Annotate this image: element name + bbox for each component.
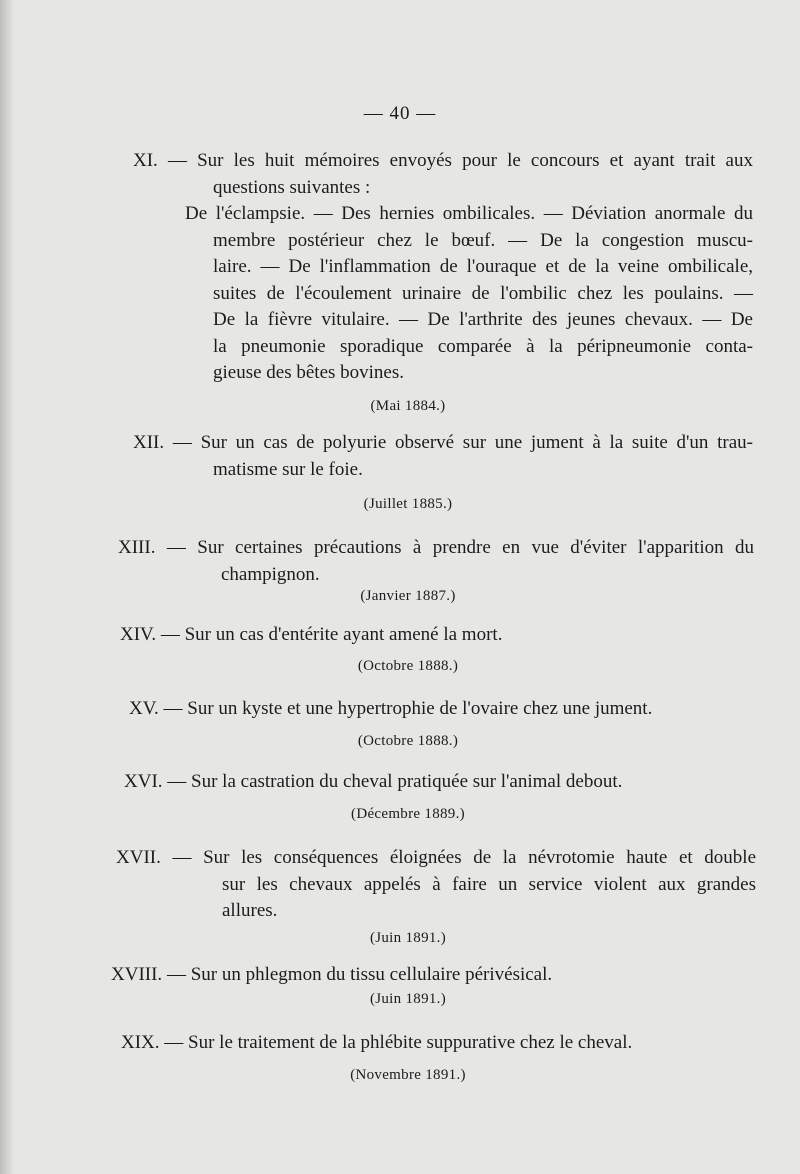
entry-first-line: XIII. — Sur certaines précautions à prendre en vue d'éviter l'apparition du [118,537,755,558]
entry-numeral: XV. [129,698,159,719]
entry-text-line: Sur les conséquences éloignées de la névrotomie haute et double [203,847,756,868]
entry-numeral: XIII. [118,537,156,558]
entry-xii-continuation [213,457,753,484]
entry-date: (Décembre 1889.) [351,806,465,822]
entry-xi [133,148,753,175]
entry-text-line: laire. — De l'inflammation de l'ouraque et de la veine ombilicale, [213,256,753,277]
entry-text-line: questions suivantes : [213,176,371,198]
entry-text-line: sur les chevaux appelés à faire un service violent aux grandes [222,873,756,895]
entry-numeral: XI. [133,150,158,171]
entry-xi-continuation [213,175,753,202]
entry-date: (Janvier 1887.) [360,588,456,604]
entry-text-line: Sur un kyste et une hypertrophie de l'ovaire chez une jument. [187,698,653,719]
entry-text-line: suites de l'écoulement urinaire de l'ombilic chez les poulains. — [213,282,753,304]
entry-text-line: allures. [222,900,278,921]
entry-numeral: XIV. [120,624,157,645]
entry-xvi [124,769,764,796]
entry-text-line: Sur un phlegmon du tissu cellulaire périvésical. [190,964,553,985]
entry-first-line: XI. — Sur les huit mémoires envoyés pour le concours et ayant trait aux [133,150,753,171]
entry-xi-subjects-cont [213,228,753,387]
entry-xviii [111,962,751,989]
entry-text-line: Sur un cas d'entérite ayant amené la mort. [184,624,503,645]
entry-text-line: Sur le traitement de la phlébite suppurative chez le cheval. [188,1032,633,1053]
page-binding-shadow [0,0,14,1174]
entry-text-line: Sur certaines précautions à prendre en vue d'éviter l'apparition du [197,537,755,558]
entry-numeral: XII. [133,432,165,453]
page-number: — 40 — [363,103,437,124]
entry-text-line: Sur un cas de polyurie observé sur une jument à la suite d'un trau- [200,432,753,453]
entry-first-line: XIX. — Sur le traitement de la phlébite suppurative chez le cheval. [121,1032,633,1053]
entry-date: (Mai 1884.) [370,398,446,414]
entry-date: (Juin 1891.) [369,991,447,1007]
entry-text-line: gieuse des bêtes bovines. [213,362,405,383]
entry-text-line: matisme sur le foie. [213,458,363,480]
entry-xvii-continuation [222,872,756,925]
entry-text-line: Sur la castration du cheval pratiquée sur l'animal debout. [191,771,623,792]
entry-xi-subjects [185,201,753,228]
entry-text-line: Sur les huit mémoires envoyés pour le concours et ayant trait aux [197,150,753,171]
entry-text-line: De la fièvre vitulaire. — De l'arthrite des jeunes chevaux. — De [213,309,753,330]
entry-date: (Juillet 1885.) [363,496,453,512]
entry-xvii [116,845,756,872]
entry-first-line: XVII. — Sur les conséquences éloignées de la névrotomie haute et double [116,847,756,868]
entry-numeral: XVIII. [111,964,163,985]
entry-text-line: la pneumonie sporadique comparée à la péripneumonie conta- [213,335,753,357]
entry-first-line: XVIII. — Sur un phlegmon du tissu cellulaire périvésical. [111,964,553,985]
entry-date: (Octobre 1888.) [357,733,459,749]
entry-xii [133,430,753,457]
entry-text-line: membre postérieur chez le bœuf. — De la congestion muscu- [213,229,753,251]
entry-date: (Octobre 1888.) [357,658,459,674]
entry-first-line: XII. — Sur un cas de polyurie observé sur une jument à la suite d'un trau- [133,432,753,453]
entry-first-line: XIV. — Sur un cas d'entérite ayant amené la mort. [120,624,503,645]
entry-text-line: champignon. [221,563,320,585]
entry-xv [129,696,769,723]
entry-numeral: XVII. [116,847,161,868]
entry-numeral: XVI. [124,771,163,792]
entry-xiii [118,535,754,562]
entry-xiii-continuation [221,562,751,589]
entry-date: (Juin 1891.) [369,930,447,946]
entry-first-line: XVI. — Sur la castration du cheval pratiquée sur l'animal debout. [124,771,623,792]
entry-numeral: XIX. [121,1032,160,1053]
entry-xiv [120,622,760,649]
entry-xix [121,1030,761,1057]
entry-first-line: XV. — Sur un kyste et une hypertrophie de l'ovaire chez une jument. [129,698,653,719]
entry-text-line: De l'éclampsie. — Des hernies ombilicales. — Déviation anormale du [185,203,753,224]
entry-date: (Novembre 1891.) [350,1067,466,1083]
